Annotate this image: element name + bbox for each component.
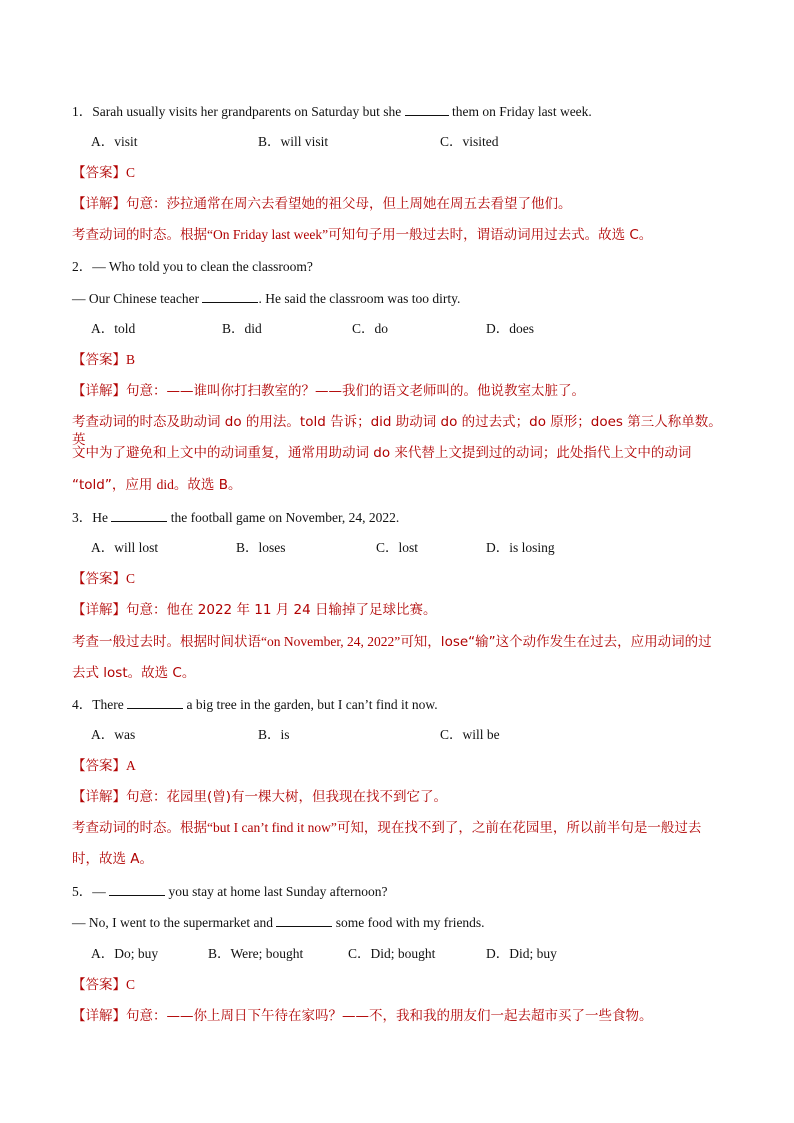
answer-blank [127, 695, 183, 709]
question-2-option-b: B．did [222, 321, 262, 336]
question-4-answer: 【答案】A [72, 758, 136, 774]
question-1-option-b: B．will visit [258, 134, 329, 149]
question-1-answer: 【答案】C [72, 165, 136, 181]
question-2-explanation-line-1: 考查动词的时态及助动词 do 的用法。told 告诉；did 助动词 do 的过去式；do 原形；does 第三人称单数。英 [72, 414, 722, 448]
question-3-option-a: A．will lost [91, 540, 159, 555]
question-1-translation: 【详解】句意：莎拉通常在周六去看望她的祖父母，但上周她在周五去看望了他们。 [72, 196, 572, 212]
question-4-option-c: C．will be [440, 727, 500, 742]
answer-blank [111, 508, 167, 522]
question-5-option-a: A．Do; buy [91, 946, 159, 961]
question-3-translation: 【详解】句意：他在 2022 年 11 月 24 日输掉了足球比赛。 [72, 602, 437, 618]
question-4-explanation-line-2: 时，故选 A。 [72, 851, 154, 867]
question-3-option-d: D．is losing [486, 540, 555, 555]
question-2-stem-line-2: — Our Chinese teacher . He said the classroom was too dirty. [72, 291, 461, 306]
question-5-stem-line-1: 5．— you stay at home last Sunday afternoon? [72, 884, 388, 899]
question-5-stem-line-2: — No, I went to the supermarket and some food with my friends. [72, 915, 485, 930]
question-4-stem: 4．There a big tree in the garden, but I can’t find it now. [72, 697, 438, 712]
question-2-option-c: C．do [352, 321, 389, 336]
question-2-stem-line-1: 2．— Who told you to clean the classroom? [72, 259, 313, 274]
question-2-translation: 【详解】句意：——谁叫你打扫教室的？——我们的语文老师叫的。他说教室太脏了。 [72, 383, 585, 399]
question-4-explanation-line-1: 考查动词的时态。根据“but I can’t find it now”可知，现在找不到了，之前在花园里，所以前半句是一般过去 [72, 820, 702, 836]
question-5-option-b: B．Were; bought [208, 946, 304, 961]
question-3-explanation-line-2: 去式 lost。故选 C。 [72, 665, 196, 681]
question-1-explanation: 考查动词的时态。根据“On Friday last week”可知句子用一般过去时，谓语动词用过去式。故选 C。 [72, 227, 653, 243]
question-5-translation: 【详解】句意：——你上周日下午待在家吗？——不，我和我的朋友们一起去超市买了一些食物。 [72, 1008, 653, 1024]
question-1-stem: 1．Sarah usually visits her grandparents on Saturday but she them on Friday last week. [72, 104, 592, 119]
question-4-option-b: B．is [258, 727, 290, 742]
question-5-option-c: C．Did; bought [348, 946, 436, 961]
question-4-option-a: A．was [91, 727, 136, 742]
answer-blank [276, 913, 332, 927]
question-1-option-c: C．visited [440, 134, 499, 149]
question-5-option-d: D．Did; buy [486, 946, 557, 961]
question-5-answer: 【答案】C [72, 977, 136, 993]
question-2-answer: 【答案】B [72, 352, 136, 368]
answer-blank [405, 102, 449, 116]
question-3-answer: 【答案】C [72, 571, 136, 587]
question-2-option-a: A．told [91, 321, 136, 336]
question-2-explanation-line-3: “told”，应用 did。故选 B。 [72, 477, 242, 493]
question-2-option-d: D．does [486, 321, 534, 336]
question-3-explanation-line-1: 考查一般过去时。根据时间状语“on November, 24, 2022”可知，lose“输”这个动作发生在过去，应用动词的过 [72, 634, 712, 650]
answer-blank [109, 882, 165, 896]
question-3-stem: 3．He the football game on November, 24, 2022. [72, 510, 400, 525]
question-3-option-b: B．loses [236, 540, 286, 555]
question-3-option-c: C．lost [376, 540, 419, 555]
answer-blank [202, 289, 258, 303]
question-1-option-a: A．visit [91, 134, 138, 149]
question-2-explanation-line-2: 文中为了避免和上文中的动词重复，通常用助动词 do 来代替上文提到过的动词；此处指代上文中的动词 [72, 445, 692, 461]
question-4-translation: 【详解】句意：花园里(曾)有一棵大树，但我现在找不到它了。 [72, 789, 448, 805]
